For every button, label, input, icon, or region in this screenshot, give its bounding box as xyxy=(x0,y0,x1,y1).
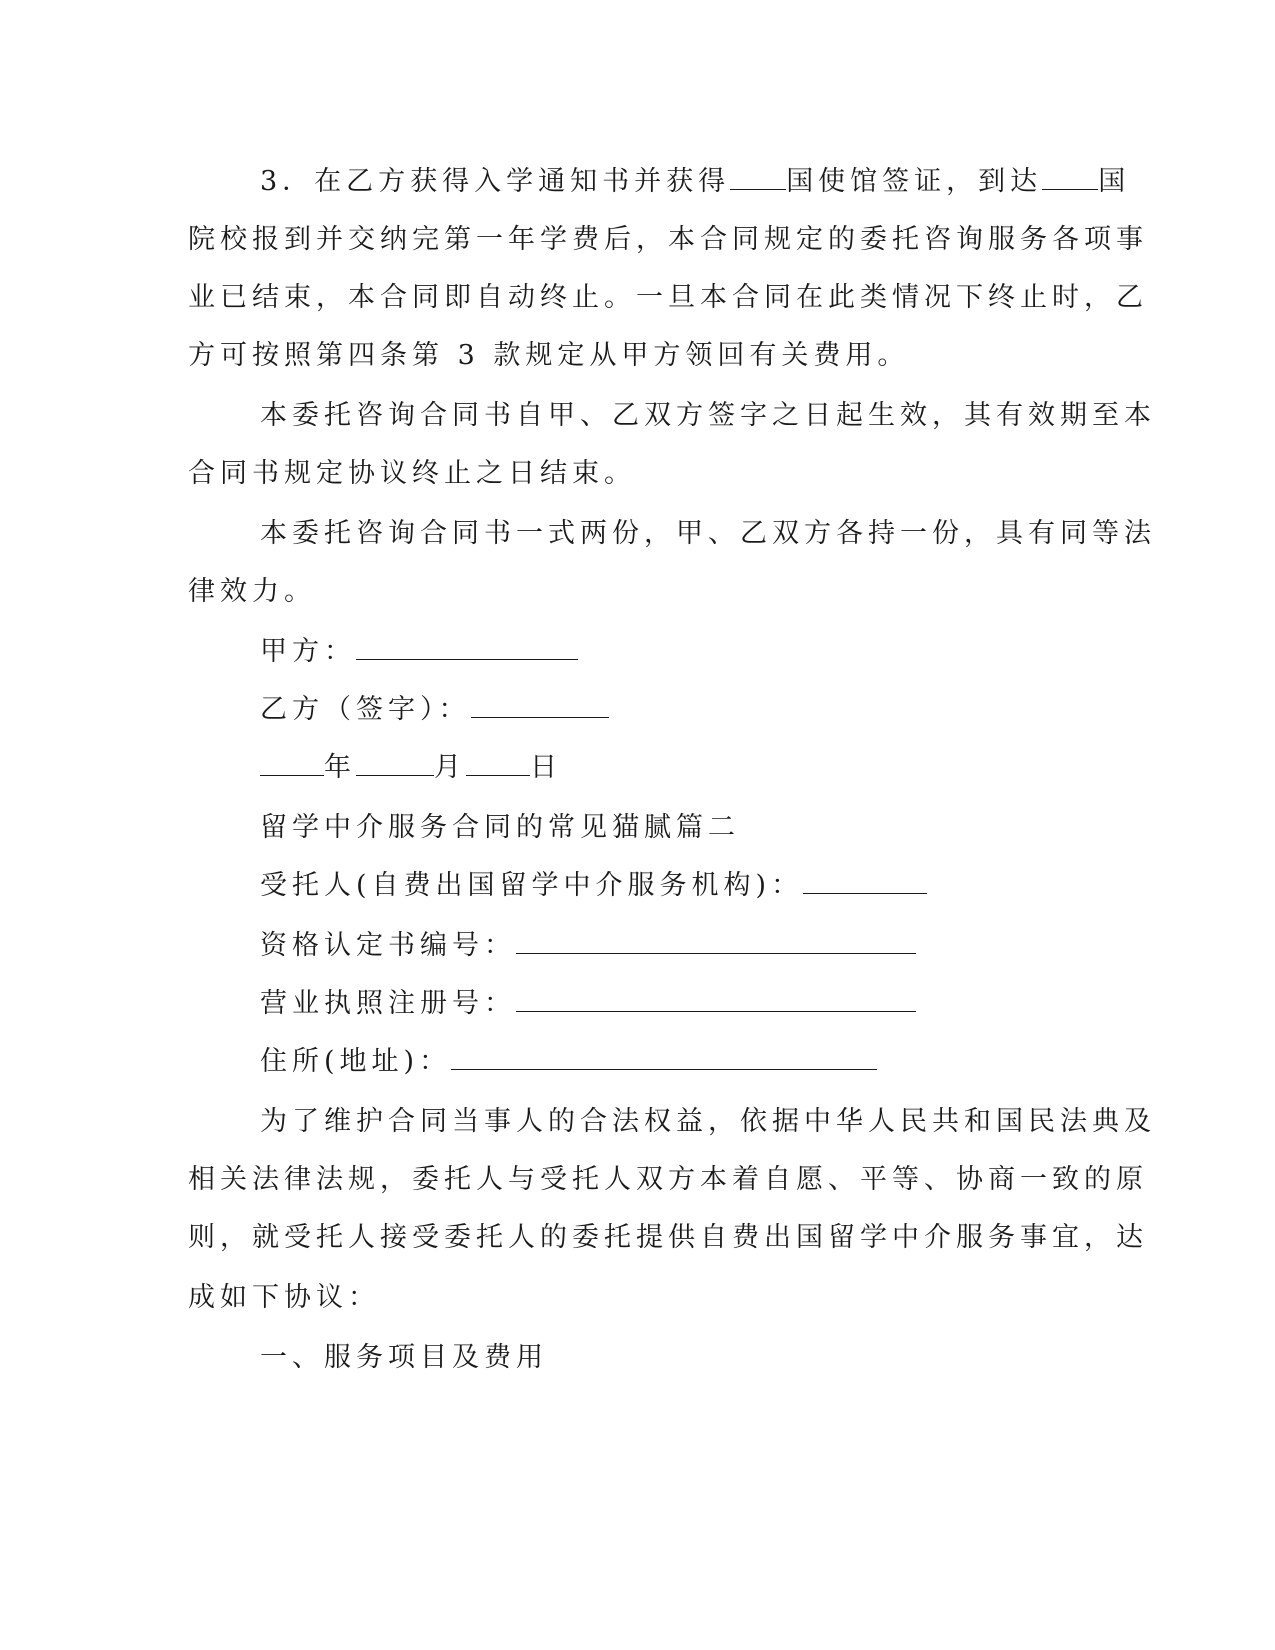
para1-text-b: 国使馆签证，到达 xyxy=(786,166,1043,197)
party-b-label: 乙方（签字）： xyxy=(260,694,471,725)
party-a-signature-line xyxy=(260,632,578,672)
party-b-signature-line xyxy=(260,690,609,730)
para1-line2: 院校报到并交纳完第一年学费后，本合同规定的委托咨询服务各项事 xyxy=(188,224,1148,255)
address-line xyxy=(260,1042,877,1082)
address-blank xyxy=(451,1043,877,1070)
party-a-blank xyxy=(356,633,578,660)
month-label: 月 xyxy=(434,752,466,783)
para1-line3: 业已结束，本合同即自动终止。一旦本合同在此类情况下终止时，乙 xyxy=(188,282,1148,313)
para4-line2: 相关法律法规，委托人与受托人双方本着自愿、平等、协商一致的原 xyxy=(188,1164,1148,1195)
month-blank xyxy=(356,749,434,776)
para2-line2: 合同书规定协议终止之日结束。 xyxy=(188,458,636,489)
para4-line4: 成如下协议： xyxy=(188,1282,380,1313)
section2-title: 留学中介服务合同的常见猫腻篇二 xyxy=(260,812,740,843)
cert-no-line xyxy=(260,926,916,966)
para1-text-c: 国 xyxy=(1098,166,1131,197)
date-line xyxy=(260,748,562,788)
license-no-label: 营业执照注册号： xyxy=(260,988,516,1019)
license-no-line xyxy=(260,984,916,1024)
para1-text-a: 3．在乙方获得入学通知书并获得 xyxy=(260,166,731,197)
address-label: 住所(地址)： xyxy=(260,1046,452,1077)
para1-line1 xyxy=(260,162,1130,202)
year-label: 年 xyxy=(324,752,356,783)
cert-no-blank xyxy=(516,927,916,954)
trustee-label: 受托人(自费出国留学中介服务机构)： xyxy=(260,870,804,901)
day-label: 日 xyxy=(530,752,562,783)
para2-line1: 本委托咨询合同书自甲、乙双方签字之日起生效，其有效期至本 xyxy=(260,400,1156,431)
para3-line2: 律效力。 xyxy=(188,576,316,607)
license-no-blank xyxy=(516,985,916,1012)
para1-line4: 方可按照第四条第 3 款规定从甲方领回有关费用。 xyxy=(188,340,910,371)
party-b-blank xyxy=(471,691,609,718)
year-blank xyxy=(260,749,324,776)
trustee-line xyxy=(260,866,927,906)
party-a-label: 甲方： xyxy=(260,636,356,667)
trustee-blank xyxy=(803,867,927,894)
para3-line1: 本委托咨询合同书一式两份，甲、乙双方各持一份，具有同等法 xyxy=(260,518,1156,549)
destination-country-blank xyxy=(1042,163,1098,190)
day-blank xyxy=(466,749,530,776)
para4-line3: 则，就受托人接受委托人的委托提供自费出国留学中介服务事宜，达 xyxy=(188,1222,1148,1253)
section-heading-1: 一、服务项目及费用 xyxy=(260,1342,548,1373)
para4-line1: 为了维护合同当事人的合法权益，依据中华人民共和国民法典及 xyxy=(260,1106,1156,1137)
cert-no-label: 资格认定书编号： xyxy=(260,930,516,961)
embassy-country-blank xyxy=(730,163,786,190)
